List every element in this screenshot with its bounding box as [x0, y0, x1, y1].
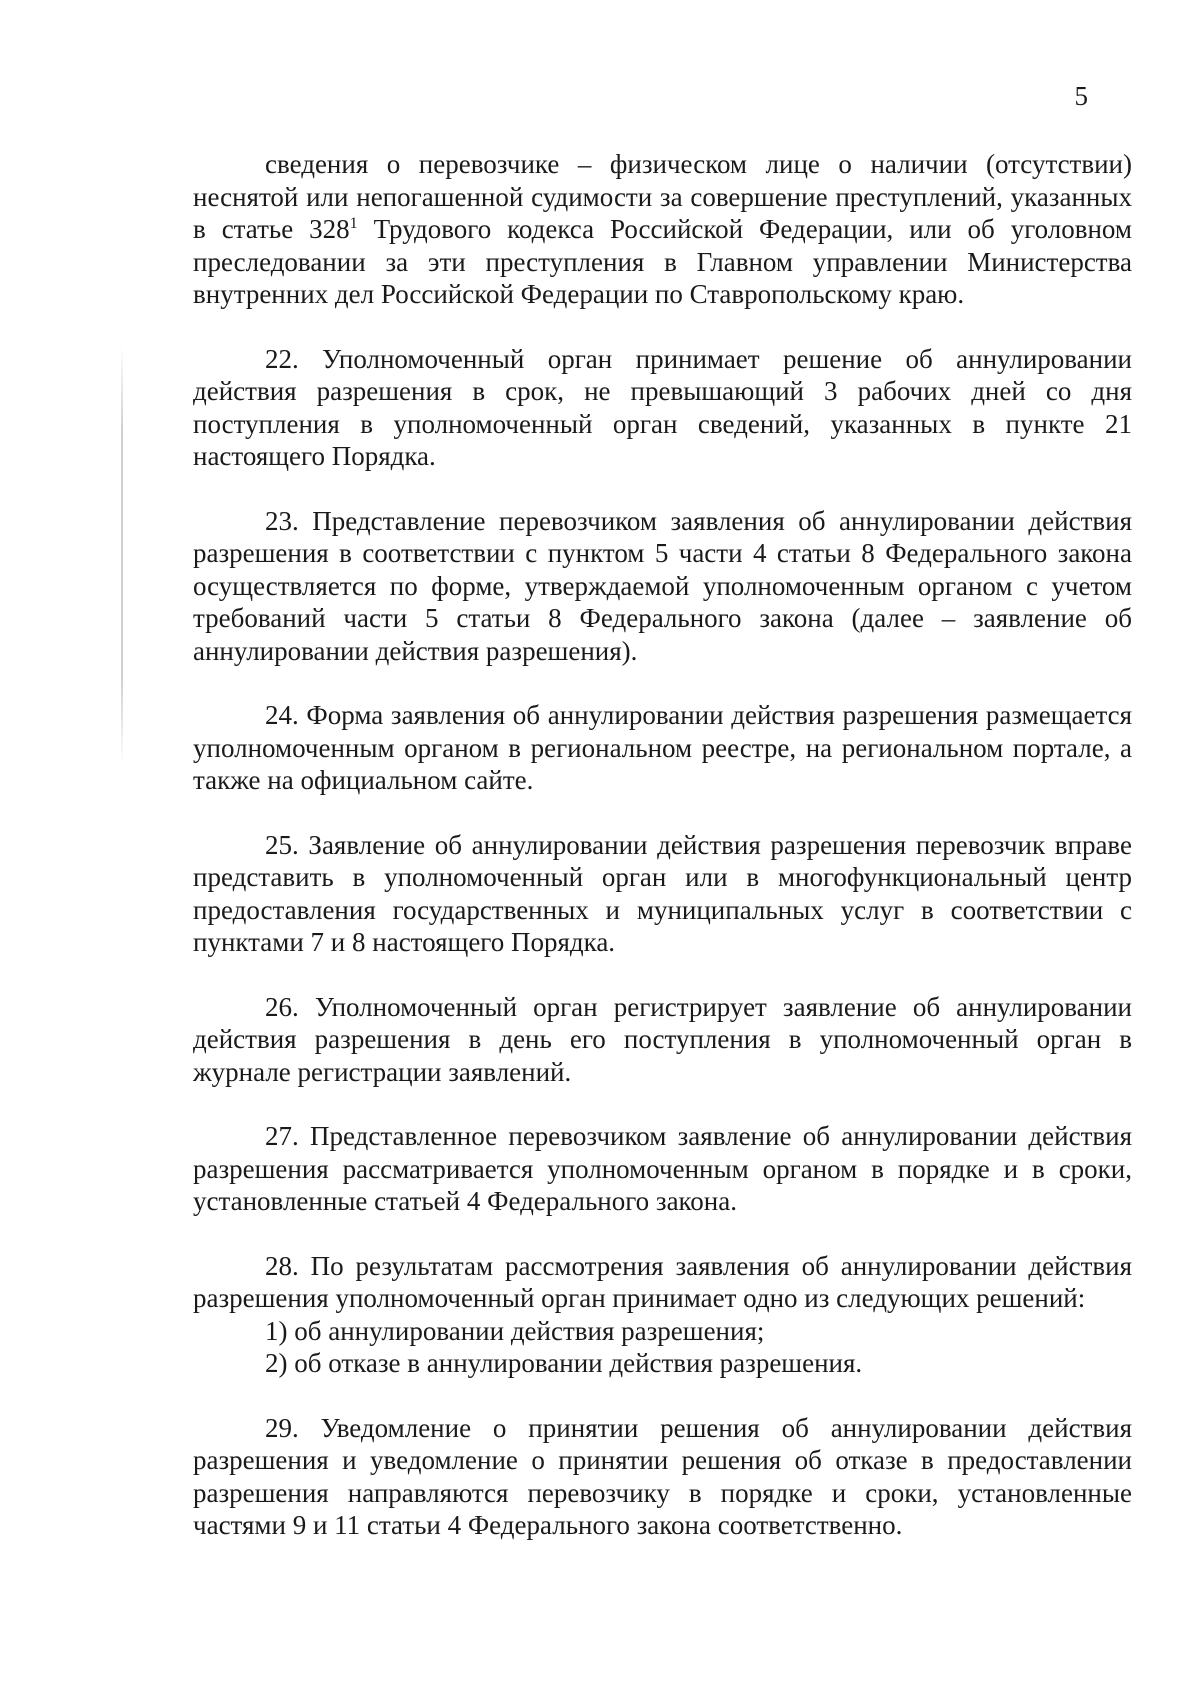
paragraph-29: 29. Уведомление о принятии решения об аннулировании действия разрешения и уведомление о принятии решения об отказе в предоставлении разрешения направляются перевозчику в порядке и сроки, установленные частями 9 и 11 статьи 4 Федерального закона соответственно. — [193, 1412, 1132, 1540]
paragraph-27: 27. Представленное перевозчиком заявление об аннулировании действия разрешения рассматривается уполномоченным органом в порядке и в сроки, установленные статьей 4 Федерального закона. — [193, 1121, 1132, 1216]
list-item: 2) об отказе в аннулировании действия разрешения. — [265, 1348, 863, 1378]
paragraph-continuation — [193, 148, 1132, 311]
paragraph-28-group — [193, 1250, 1132, 1380]
paragraph-22: 22. Уполномоченный орган принимает решение об аннулировании действия разрешения в срок, не превышающий 3 рабочих дней со дня поступления в уполномоченный орган сведений, указанных в пункте 21 настоящего Порядка. — [193, 343, 1132, 471]
paragraph-25: 25. Заявление об аннулировании действия разрешения перевозчик вправе представить в уполномоченный орган или в многофункциональный центр предоставления государственных и муниципальных услуг в соответствии с пунктами 7 и 8 настоящего Порядка. — [193, 829, 1132, 957]
paragraph-23: 23. Представление перевозчиком заявления об аннулировании действия разрешения в соответствии с пунктом 5 части 4 статьи 8 Федерального закона осуществляется по форме, утверждаемой уполномоченным органом с учетом требований части 5 статьи 8 Федерального закона (далее – заявление об аннулировании действия разрешения). — [193, 505, 1132, 666]
list-item: 1) об аннулировании действия разрешения; — [265, 1315, 765, 1346]
paragraph-text: Трудового кодекса Российской Федерации, или об уголовном преследовании за эти преступления в Главном управлении Министерства внутренних дел Российской Федерации по Ставропольскому краю. — [193, 214, 1133, 309]
paragraph-24: 24. Форма заявления об аннулировании действия разрешения размещается уполномоченным органом в региональном реестре, на региональном портале, а также на официальном сайте. — [193, 700, 1132, 795]
paragraph-text: сведения о перевозчике – физическом лице о наличии (отсутствии) неснятой или непогашенной судимости за совершение преступлений, указанных в статье 328 — [193, 149, 1132, 244]
scan-margin-mark — [121, 345, 123, 765]
superscript: 1 — [349, 215, 358, 232]
page-number: 5 — [1074, 81, 1088, 111]
paragraph-26: 26. Уполномоченный орган регистрирует заявление об аннулировании действия разрешения в день его поступления в уполномоченный орган в журнале регистрации заявлений. — [193, 991, 1132, 1087]
paragraph-28: 28. По результатам рассмотрения заявления об аннулировании действия разрешения уполномоченный орган принимает одно из следующих решений: — [193, 1250, 1132, 1313]
document-body — [193, 148, 1132, 1542]
